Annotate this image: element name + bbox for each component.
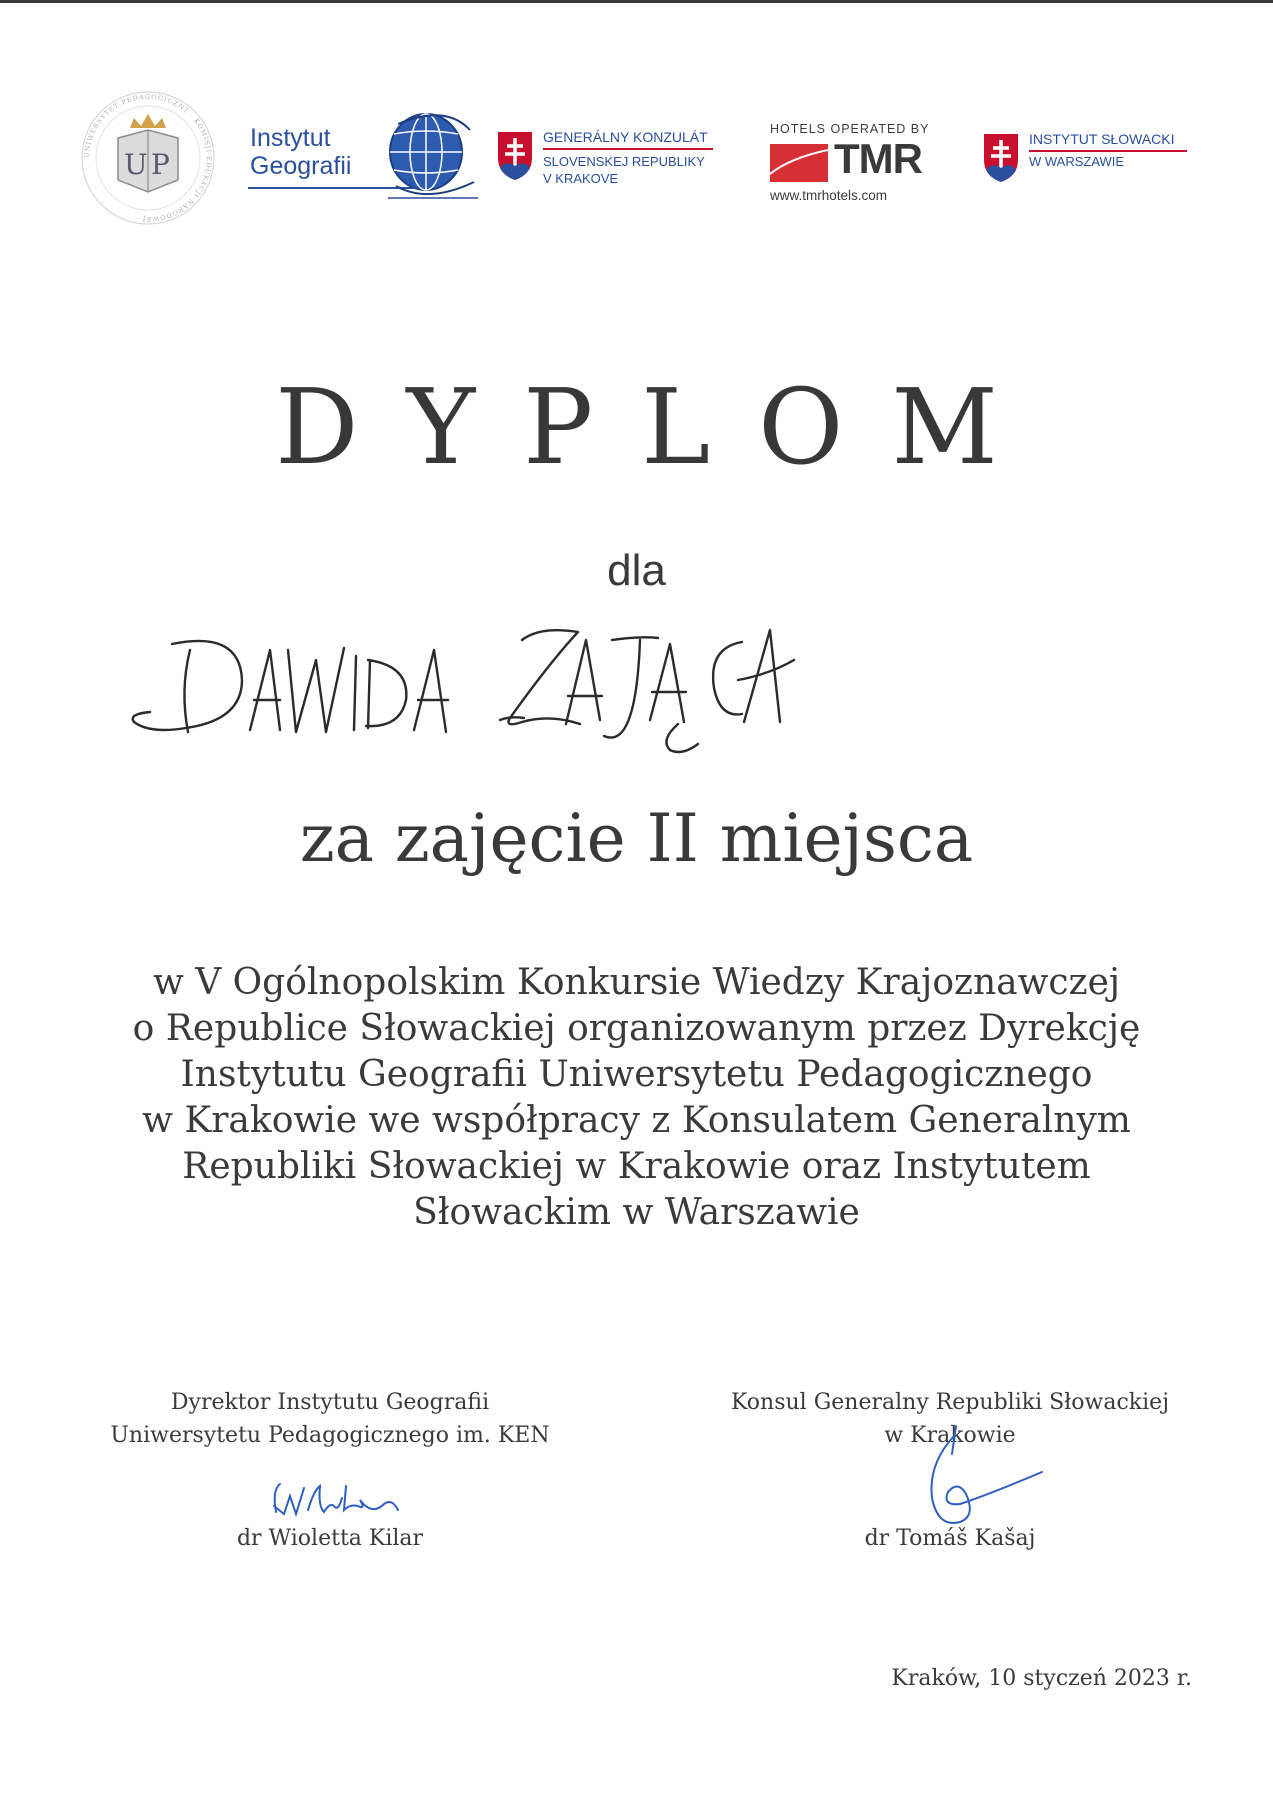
signatory-left-name: dr Wioletta Kilar	[236, 1526, 424, 1551]
globe-icon	[248, 104, 478, 214]
ig-line1: Instytut	[250, 124, 331, 152]
issue-date: Kraków, 10 styczeń 2023 r.	[891, 1666, 1192, 1691]
signatory-left-title: Dyrektor Instytutu Geografii	[170, 1390, 490, 1415]
body-line: Republiki Słowackiej w Krakowie oraz Instytutem	[182, 1146, 1091, 1187]
signatory-right-location: w Krakowie	[884, 1423, 1016, 1448]
svg-text:P: P	[151, 148, 170, 181]
slovak-shield-icon	[982, 132, 1020, 184]
konzulat-line3: V KRAKOVE	[543, 171, 619, 186]
instytut-slowacki-line2: W WARSZAWIE	[1029, 154, 1125, 169]
recipient-name-handwritten	[130, 600, 1130, 770]
tmr-url: www.tmrhotels.com	[770, 188, 888, 203]
konzulat-line2: SLOVENSKEJ REPUBLIKY	[543, 154, 705, 169]
diploma-title: DYPLOM	[275, 366, 1046, 488]
ig-line2: Geografii	[250, 152, 352, 180]
up-seal-logo	[78, 88, 218, 228]
tmr-hotels-logo	[766, 122, 930, 206]
svg-text:U: U	[124, 148, 148, 181]
slovak-shield-icon	[496, 130, 534, 182]
scan-top-edge	[0, 0, 1273, 3]
diploma-body	[0, 960, 1273, 1236]
body-line: w Krakowie we współpracy z Konsulatem Generalnym	[142, 1100, 1131, 1141]
signatory-right-title: Konsul Generalny Republiki Słowackiej	[730, 1390, 1170, 1415]
body-line: Instytutu Geografii Uniwersytetu Pedagogicznego	[180, 1054, 1093, 1095]
svg-text:UNIWERSYTET PEDAGOGICZNY · KOM: UNIWERSYTET PEDAGOGICZNY · KOMISJI EDUKACJI NARODOWEJ ·	[82, 92, 214, 224]
generalny-konzulat-logo	[496, 128, 726, 194]
signatory-right	[640, 1386, 1260, 1551]
instytut-geografii-logo	[248, 104, 478, 214]
body-line: w V Ogólnopolskim Konkursie Wiedzy Krajoznawczej	[152, 962, 1121, 1003]
placement-text: za zajęcie II miejsca	[299, 800, 974, 877]
signature-right	[920, 1424, 1050, 1544]
signatory-left	[40, 1386, 620, 1551]
signature-left	[268, 1476, 408, 1522]
instytut-slowacki-line1: INSTYTUT SŁOWACKI	[1029, 131, 1175, 147]
body-line: o Republice Słowackiej organizowanym przez Dyrekcję	[132, 1008, 1141, 1049]
body-line: Słowackim w Warszawie	[413, 1192, 860, 1233]
konzulat-rule	[543, 148, 713, 150]
instytut-slowacki-rule	[1029, 150, 1187, 152]
tmr-red-block	[770, 144, 828, 182]
konzulat-line1: GENERÁLNY KONZULÁT	[543, 129, 708, 145]
tmr-tagline: HOTELS OPERATED BY	[770, 122, 930, 136]
dla-label: dla	[607, 546, 666, 595]
signatory-left-institution: Uniwersytetu Pedagogicznego im. KEN	[110, 1423, 550, 1448]
instytut-slowacki-logo	[982, 130, 1192, 190]
signatory-right-name: dr Tomáš Kašaj	[864, 1526, 1036, 1551]
tmr-wordmark: TMR	[834, 135, 922, 182]
